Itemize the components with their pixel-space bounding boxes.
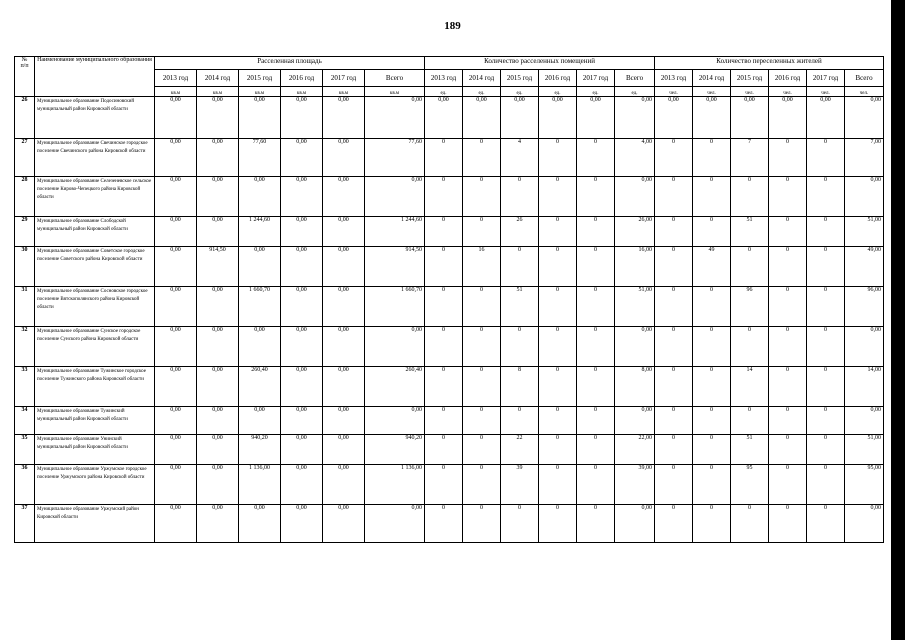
people-cell: 0 xyxy=(807,177,845,217)
people-cell: 0,00 xyxy=(807,97,845,139)
row-number: 27 xyxy=(15,139,35,177)
people-cell: 0 xyxy=(769,327,807,367)
unit-header: чел. xyxy=(769,87,807,97)
units-cell: 0 xyxy=(425,505,463,543)
row-number: 28 xyxy=(15,177,35,217)
units-cell: 0 xyxy=(539,435,577,465)
area-cell: 0,00 xyxy=(155,435,197,465)
units-cell: 0 xyxy=(425,435,463,465)
units-cell: 16 xyxy=(463,247,501,287)
people-cell: 0 xyxy=(655,287,693,327)
unit-header: ед. xyxy=(425,87,463,97)
units-cell: 0 xyxy=(577,367,615,407)
people-cell: 0,00 xyxy=(693,97,731,139)
units-cell: 39 xyxy=(501,465,539,505)
area-cell: 0,00 xyxy=(323,505,365,543)
people-cell: 0 xyxy=(807,407,845,435)
table-row xyxy=(15,139,884,177)
unit-header: кв.м xyxy=(239,87,281,97)
units-cell: 0 xyxy=(539,139,577,177)
table-row xyxy=(15,327,884,367)
people-cell: 0 xyxy=(769,247,807,287)
table-row xyxy=(15,217,884,247)
people-cell: 0,00 xyxy=(655,97,693,139)
table-row xyxy=(15,505,884,543)
area-cell: 0,00 xyxy=(365,97,425,139)
people-cell: 0 xyxy=(693,505,731,543)
area-cell: 0,00 xyxy=(239,177,281,217)
units-cell: 0,00 xyxy=(539,97,577,139)
people-cell: 49 xyxy=(693,247,731,287)
year-header: 2013 год xyxy=(655,70,693,87)
people-cell: 0 xyxy=(769,465,807,505)
units-cell: 8 xyxy=(501,367,539,407)
people-cell: 0 xyxy=(655,505,693,543)
area-cell: 0,00 xyxy=(281,505,323,543)
table-row xyxy=(15,435,884,465)
people-cell: 0 xyxy=(655,465,693,505)
area-cell: 940,20 xyxy=(239,435,281,465)
people-cell: 7,00 xyxy=(845,139,884,177)
area-cell: 0,00 xyxy=(281,407,323,435)
people-cell: 0 xyxy=(807,367,845,407)
area-cell: 0,00 xyxy=(281,287,323,327)
people-cell: 0 xyxy=(655,247,693,287)
people-cell: 96 xyxy=(731,287,769,327)
units-cell: 0 xyxy=(463,177,501,217)
municipality-name: Муниципальное образование Унинский муниципальный район Кировской области xyxy=(35,435,155,465)
municipality-name: Муниципальное образование Свечинское городское поселение Свечинского района Кировской области xyxy=(35,139,155,177)
units-cell: 0 xyxy=(577,465,615,505)
unit-header: ед. xyxy=(539,87,577,97)
area-cell: 0,00 xyxy=(197,367,239,407)
people-cell: 0 xyxy=(769,177,807,217)
people-cell: 0 xyxy=(693,435,731,465)
year-header: 2015 год xyxy=(239,70,281,87)
people-cell: 0 xyxy=(693,287,731,327)
page-number: 189 xyxy=(444,20,461,32)
area-cell: 0,00 xyxy=(239,327,281,367)
units-cell: 0,00 xyxy=(615,505,655,543)
units-cell: 0 xyxy=(501,327,539,367)
unit-header: кв.м xyxy=(323,87,365,97)
people-cell: 0 xyxy=(655,435,693,465)
area-cell: 0,00 xyxy=(281,177,323,217)
area-cell: 0,00 xyxy=(197,435,239,465)
units-cell: 0 xyxy=(425,139,463,177)
people-cell: 51 xyxy=(731,435,769,465)
table-row xyxy=(15,97,884,139)
people-cell: 0 xyxy=(769,435,807,465)
year-header: 2016 год xyxy=(281,70,323,87)
people-cell: 51 xyxy=(731,217,769,247)
unit-header: чел. xyxy=(655,87,693,97)
units-cell: 0 xyxy=(501,177,539,217)
year-header: 2017 год xyxy=(323,70,365,87)
area-cell: 0,00 xyxy=(239,97,281,139)
resettlement-table xyxy=(14,56,884,543)
row-number: 26 xyxy=(15,97,35,139)
area-cell: 0,00 xyxy=(281,97,323,139)
row-number: 36 xyxy=(15,465,35,505)
area-cell: 0,00 xyxy=(323,327,365,367)
units-cell: 0 xyxy=(539,327,577,367)
row-number: 31 xyxy=(15,287,35,327)
units-cell: 0 xyxy=(577,287,615,327)
area-cell: 914,50 xyxy=(365,247,425,287)
people-cell: 0 xyxy=(769,217,807,247)
units-cell: 51 xyxy=(501,287,539,327)
municipality-name: Муниципальное образование Тужинский муниципальный район Кировской области xyxy=(35,407,155,435)
area-cell: 0,00 xyxy=(197,327,239,367)
people-cell: 0 xyxy=(693,367,731,407)
people-cell: 51,00 xyxy=(845,435,884,465)
people-cell: 14,00 xyxy=(845,367,884,407)
units-cell: 0 xyxy=(577,139,615,177)
unit-header: кв.м xyxy=(155,87,197,97)
people-cell: 0 xyxy=(693,407,731,435)
area-cell: 0,00 xyxy=(281,465,323,505)
people-cell: 96,00 xyxy=(845,287,884,327)
area-cell: 0,00 xyxy=(197,139,239,177)
units-cell: 0 xyxy=(425,407,463,435)
area-cell: 0,00 xyxy=(281,139,323,177)
area-cell: 0,00 xyxy=(323,247,365,287)
units-cell: 0 xyxy=(463,407,501,435)
units-cell: 0 xyxy=(463,287,501,327)
people-cell: 14 xyxy=(731,367,769,407)
table-row xyxy=(15,407,884,435)
units-cell: 0 xyxy=(539,247,577,287)
area-cell: 1 660,70 xyxy=(365,287,425,327)
area-cell: 1 660,70 xyxy=(239,287,281,327)
area-cell: 0,00 xyxy=(197,177,239,217)
people-cell: 7 xyxy=(731,139,769,177)
people-cell: 0 xyxy=(807,435,845,465)
unit-header: кв.м xyxy=(197,87,239,97)
people-cell: 0 xyxy=(655,367,693,407)
units-cell: 0,00 xyxy=(577,97,615,139)
municipality-name: Муниципальное образование Слободской муниципальный район Кировской области xyxy=(35,217,155,247)
people-cell: 51,00 xyxy=(845,217,884,247)
area-cell: 940,20 xyxy=(365,435,425,465)
year-header: 2015 год xyxy=(501,70,539,87)
area-cell: 0,00 xyxy=(155,287,197,327)
units-cell: 0 xyxy=(577,435,615,465)
units-cell: 4 xyxy=(501,139,539,177)
units-cell: 0,00 xyxy=(615,327,655,367)
people-cell: 0,00 xyxy=(845,327,884,367)
table-row xyxy=(15,465,884,505)
units-cell: 39,00 xyxy=(615,465,655,505)
table-row xyxy=(15,367,884,407)
area-cell: 0,00 xyxy=(239,505,281,543)
units-cell: 16,00 xyxy=(615,247,655,287)
people-cell: 0 xyxy=(731,505,769,543)
people-cell: 0 xyxy=(731,177,769,217)
people-cell: 95,00 xyxy=(845,465,884,505)
units-cell: 0 xyxy=(539,367,577,407)
area-cell: 0,00 xyxy=(197,407,239,435)
units-cell: 0 xyxy=(577,327,615,367)
people-cell: 0 xyxy=(731,407,769,435)
area-cell: 1 244,60 xyxy=(365,217,425,247)
year-header: 2016 год xyxy=(769,70,807,87)
people-cell: 0 xyxy=(807,465,845,505)
header-num: № п/п xyxy=(15,57,35,97)
area-cell: 0,00 xyxy=(323,177,365,217)
units-cell: 0 xyxy=(501,505,539,543)
people-cell: 0 xyxy=(807,505,845,543)
units-cell: 51,00 xyxy=(615,287,655,327)
units-cell: 0 xyxy=(501,407,539,435)
municipality-name: Муниципальное образование Селезеневское сельское поселение Кирово-Чепецкого района Кировской области xyxy=(35,177,155,217)
units-cell: 0 xyxy=(425,367,463,407)
row-number: 33 xyxy=(15,367,35,407)
people-cell: 0 xyxy=(807,139,845,177)
units-cell: 0 xyxy=(539,505,577,543)
units-cell: 0 xyxy=(577,407,615,435)
area-cell: 0,00 xyxy=(323,97,365,139)
people-cell: 0,00 xyxy=(731,97,769,139)
municipality-name: Муниципальное образование Сунское городское поселение Сунского района Кировской области xyxy=(35,327,155,367)
area-cell: 0,00 xyxy=(155,465,197,505)
table-row xyxy=(15,177,884,217)
group-header-people: Количество переселенных жителей xyxy=(655,57,884,70)
area-cell: 0,00 xyxy=(197,217,239,247)
units-cell: 22,00 xyxy=(615,435,655,465)
units-cell: 0 xyxy=(425,465,463,505)
area-cell: 0,00 xyxy=(155,97,197,139)
people-cell: 0 xyxy=(655,407,693,435)
area-cell: 0,00 xyxy=(155,139,197,177)
units-cell: 0 xyxy=(577,217,615,247)
area-cell: 0,00 xyxy=(281,247,323,287)
units-cell: 0 xyxy=(539,407,577,435)
year-header: 2013 год xyxy=(425,70,463,87)
area-cell: 0,00 xyxy=(197,465,239,505)
area-cell: 0,00 xyxy=(365,505,425,543)
municipality-name: Муниципальное образование Уржумское городское поселение Уржумского района Кировской области xyxy=(35,465,155,505)
units-cell: 0,00 xyxy=(463,97,501,139)
people-cell: 0 xyxy=(769,407,807,435)
municipality-name: Муниципальное образование Уржумский район Кировской области xyxy=(35,505,155,543)
year-header: 2014 год xyxy=(693,70,731,87)
area-cell: 0,00 xyxy=(323,465,365,505)
units-cell: 0 xyxy=(425,327,463,367)
row-number: 30 xyxy=(15,247,35,287)
units-cell: 0,00 xyxy=(615,407,655,435)
people-cell: 0 xyxy=(807,327,845,367)
row-number: 37 xyxy=(15,505,35,543)
group-header-area: Расселенная площадь xyxy=(155,57,425,70)
people-cell: 0,00 xyxy=(769,97,807,139)
area-cell: 0,00 xyxy=(197,97,239,139)
area-cell: 0,00 xyxy=(365,327,425,367)
year-header: 2014 год xyxy=(463,70,501,87)
area-cell: 0,00 xyxy=(323,139,365,177)
units-cell: 0 xyxy=(463,435,501,465)
area-cell: 0,00 xyxy=(281,435,323,465)
units-cell: 0 xyxy=(577,177,615,217)
units-cell: 0 xyxy=(539,465,577,505)
year-header: Всего xyxy=(615,70,655,87)
row-number: 34 xyxy=(15,407,35,435)
municipality-name: Муниципальное образование Сосновское городское поселение Вятскополянского района Кировской области xyxy=(35,287,155,327)
units-cell: 0 xyxy=(463,217,501,247)
units-cell: 0 xyxy=(425,217,463,247)
people-cell: 0 xyxy=(655,327,693,367)
units-cell: 8,00 xyxy=(615,367,655,407)
units-cell: 0 xyxy=(463,327,501,367)
table-row xyxy=(15,287,884,327)
unit-header: чел. xyxy=(807,87,845,97)
unit-header: ед. xyxy=(501,87,539,97)
table-row xyxy=(15,247,884,287)
units-cell: 0 xyxy=(501,247,539,287)
unit-header: чел. xyxy=(693,87,731,97)
group-header-rooms: Количество расселенных помещений xyxy=(425,57,655,70)
people-cell: 0 xyxy=(655,217,693,247)
people-cell: 95 xyxy=(731,465,769,505)
people-cell: 0 xyxy=(769,287,807,327)
units-cell: 0 xyxy=(577,247,615,287)
units-cell: 0 xyxy=(539,287,577,327)
people-cell: 0 xyxy=(655,177,693,217)
units-cell: 0 xyxy=(425,287,463,327)
area-cell: 0,00 xyxy=(155,217,197,247)
area-cell: 0,00 xyxy=(155,407,197,435)
row-number: 35 xyxy=(15,435,35,465)
area-cell: 77,60 xyxy=(239,139,281,177)
area-cell: 0,00 xyxy=(155,505,197,543)
unit-header: кв.м xyxy=(365,87,425,97)
municipality-name: Муниципальное образование Подосиновский муниципальный район Кировской области xyxy=(35,97,155,139)
units-cell: 0,00 xyxy=(425,97,463,139)
unit-header: чел. xyxy=(731,87,769,97)
area-cell: 1 136,00 xyxy=(365,465,425,505)
area-cell: 0,00 xyxy=(323,435,365,465)
year-header: 2013 год xyxy=(155,70,197,87)
area-cell: 0,00 xyxy=(281,217,323,247)
people-cell: 0 xyxy=(769,139,807,177)
area-cell: 0,00 xyxy=(239,407,281,435)
units-cell: 0,00 xyxy=(615,177,655,217)
people-cell: 0 xyxy=(655,139,693,177)
people-cell: 0 xyxy=(769,505,807,543)
people-cell: 0,00 xyxy=(845,97,884,139)
area-cell: 0,00 xyxy=(323,407,365,435)
people-cell: 0 xyxy=(731,327,769,367)
area-cell: 0,00 xyxy=(155,247,197,287)
people-cell: 0 xyxy=(693,465,731,505)
units-cell: 0 xyxy=(463,465,501,505)
area-cell: 0,00 xyxy=(323,367,365,407)
area-cell: 1 136,00 xyxy=(239,465,281,505)
units-cell: 26,00 xyxy=(615,217,655,247)
unit-header: кв.м xyxy=(281,87,323,97)
row-number: 32 xyxy=(15,327,35,367)
units-cell: 0 xyxy=(425,247,463,287)
table-body xyxy=(15,97,884,543)
units-cell: 26 xyxy=(501,217,539,247)
units-cell: 0 xyxy=(463,367,501,407)
header-name: Наименование муниципального образования xyxy=(35,57,155,97)
area-cell: 0,00 xyxy=(365,407,425,435)
header-row-groups xyxy=(15,57,884,70)
people-cell: 0 xyxy=(731,247,769,287)
people-cell: 0 xyxy=(807,247,845,287)
municipality-name: Муниципальное образование Тужинское городское поселение Тужинского района Кировской области xyxy=(35,367,155,407)
units-cell: 0 xyxy=(425,177,463,217)
units-cell: 0 xyxy=(539,177,577,217)
area-cell: 0,00 xyxy=(239,247,281,287)
municipality-name: Муниципальное образование Советское городское поселение Советского района Кировской области xyxy=(35,247,155,287)
year-header: Всего xyxy=(365,70,425,87)
people-cell: 0,00 xyxy=(845,505,884,543)
area-cell: 77,60 xyxy=(365,139,425,177)
units-cell: 0,00 xyxy=(501,97,539,139)
area-cell: 0,00 xyxy=(197,287,239,327)
year-header: Всего xyxy=(845,70,884,87)
area-cell: 0,00 xyxy=(365,177,425,217)
people-cell: 0 xyxy=(693,217,731,247)
units-cell: 4,00 xyxy=(615,139,655,177)
area-cell: 0,00 xyxy=(197,505,239,543)
area-cell: 1 244,60 xyxy=(239,217,281,247)
unit-header: ед. xyxy=(463,87,501,97)
area-cell: 0,00 xyxy=(323,287,365,327)
area-cell: 260,40 xyxy=(365,367,425,407)
year-header: 2014 год xyxy=(197,70,239,87)
year-header: 2017 год xyxy=(577,70,615,87)
people-cell: 0 xyxy=(769,367,807,407)
area-cell: 0,00 xyxy=(281,327,323,367)
people-cell: 0 xyxy=(807,287,845,327)
scan-edge-bar xyxy=(891,0,905,640)
area-cell: 0,00 xyxy=(155,177,197,217)
people-cell: 0 xyxy=(807,217,845,247)
units-cell: 0,00 xyxy=(615,97,655,139)
area-cell: 260,40 xyxy=(239,367,281,407)
unit-header: ед. xyxy=(615,87,655,97)
people-cell: 0 xyxy=(693,177,731,217)
area-cell: 0,00 xyxy=(323,217,365,247)
unit-header: чел. xyxy=(845,87,884,97)
year-header: 2016 год xyxy=(539,70,577,87)
people-cell: 0,00 xyxy=(845,407,884,435)
people-cell: 0 xyxy=(693,327,731,367)
unit-header: ед. xyxy=(577,87,615,97)
area-cell: 0,00 xyxy=(281,367,323,407)
row-number: 29 xyxy=(15,217,35,247)
people-cell: 0 xyxy=(693,139,731,177)
area-cell: 0,00 xyxy=(155,327,197,367)
people-cell: 49,00 xyxy=(845,247,884,287)
year-header: 2015 год xyxy=(731,70,769,87)
units-cell: 0 xyxy=(539,217,577,247)
area-cell: 914,50 xyxy=(197,247,239,287)
area-cell: 0,00 xyxy=(155,367,197,407)
year-header: 2017 год xyxy=(807,70,845,87)
units-cell: 0 xyxy=(463,139,501,177)
people-cell: 0,00 xyxy=(845,177,884,217)
units-cell: 0 xyxy=(463,505,501,543)
units-cell: 0 xyxy=(577,505,615,543)
units-cell: 22 xyxy=(501,435,539,465)
